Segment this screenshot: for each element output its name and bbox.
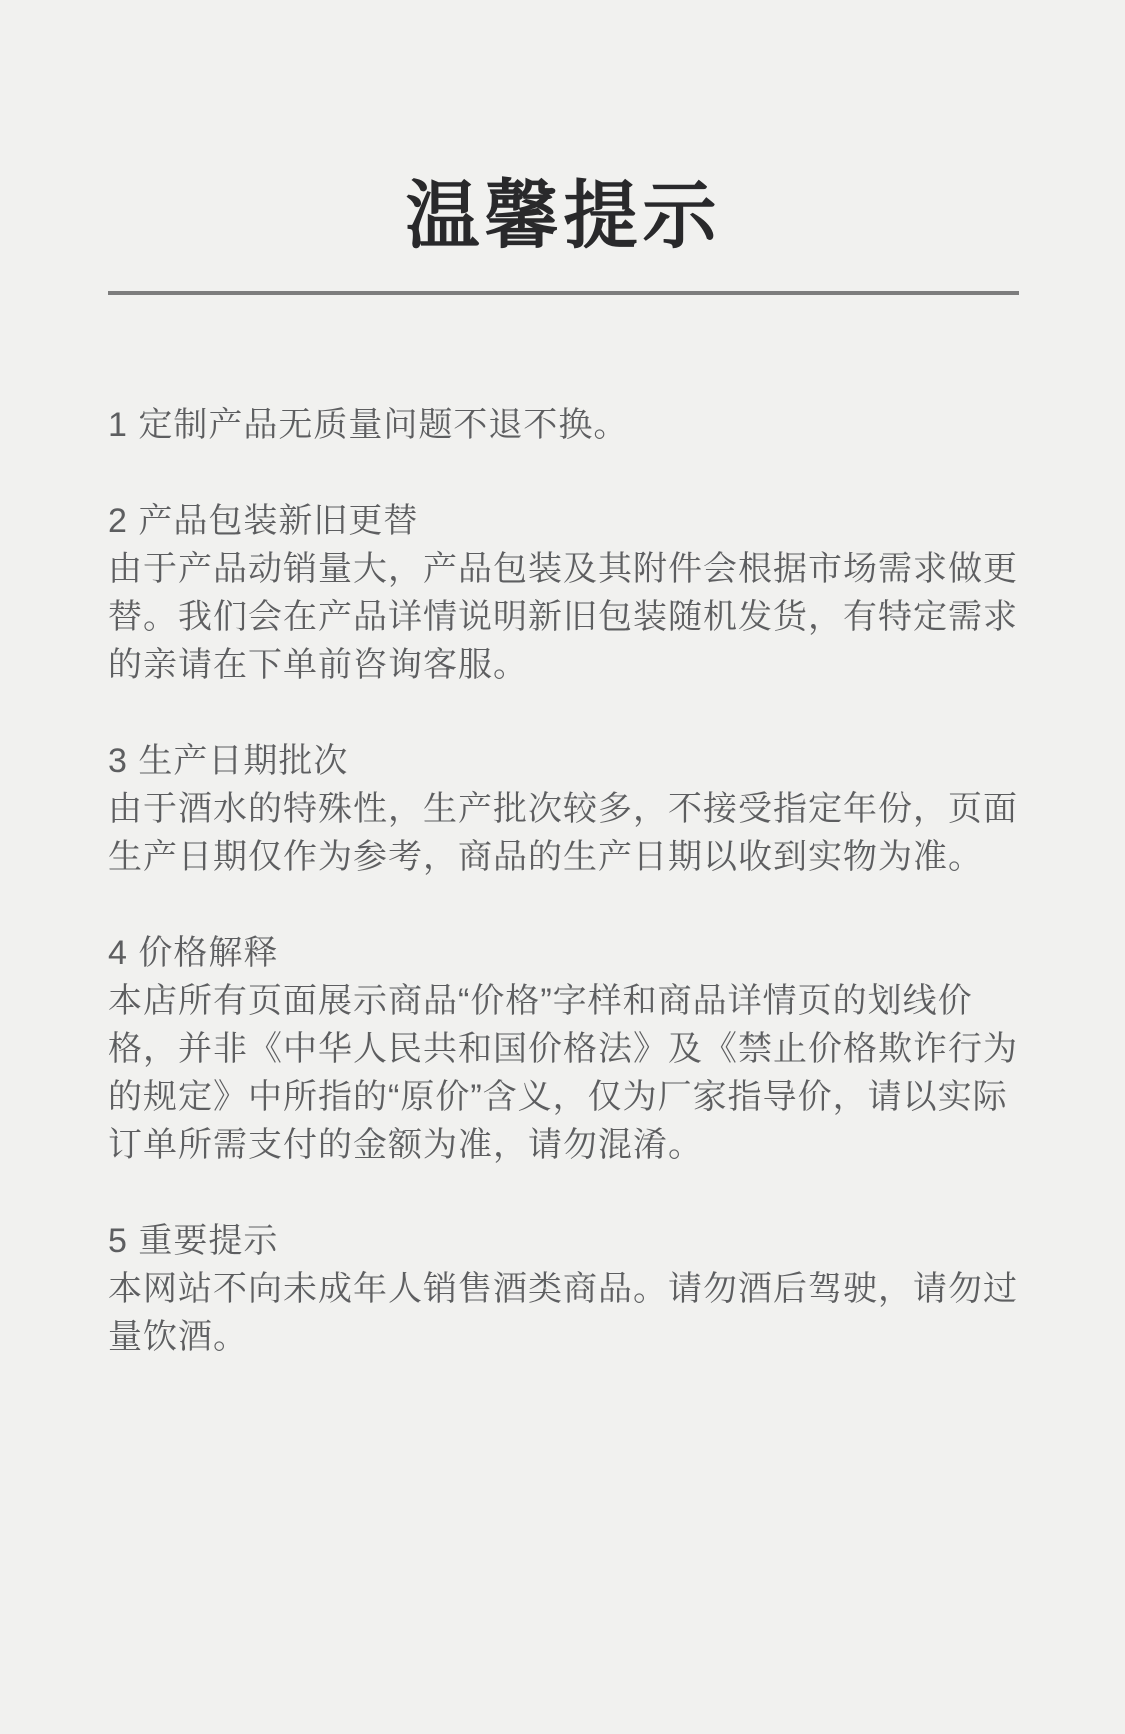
section-heading: 4 价格解释 (108, 934, 279, 972)
page-title: 温馨提示 (405, 174, 722, 257)
section-heading: 3 生产日期批次 (108, 742, 349, 780)
section-heading: 1 定制产品无质量问题不退不换。 (108, 406, 629, 444)
section-heading: 5 重要提示 (108, 1222, 279, 1260)
notice-page (0, 174, 1125, 1734)
notice-content (108, 401, 1019, 1361)
title-divider (108, 291, 1019, 295)
section-body: 本网站不向未成年人销售酒类商品。请勿酒后驾驶，请勿过量饮酒。 (108, 1270, 1018, 1356)
notice-section-2 (108, 497, 1019, 689)
section-body: 本店所有页面展示商品“价格”字样和商品详情页的划线价格，并非《中华人民共和国价格法》及《禁止价格欺诈行为的规定》中所指的“原价”含义，仅为厂家指导价，请以实际订单所需支付的金额为准，请勿混淆。 (108, 982, 1018, 1164)
notice-section-5 (108, 1217, 1019, 1361)
notice-section-3 (108, 737, 1019, 881)
section-body: 由于酒水的特殊性，生产批次较多，不接受指定年份，页面生产日期仅作为参考，商品的生产日期以收到实物为准。 (108, 790, 1018, 876)
section-heading: 2 产品包装新旧更替 (108, 502, 419, 540)
notice-section-4 (108, 929, 1019, 1169)
section-body: 由于产品动销量大，产品包装及其附件会根据市场需求做更替。我们会在产品详情说明新旧包装随机发货，有特定需求的亲请在下单前咨询客服。 (108, 550, 1018, 684)
notice-section-1 (108, 401, 1019, 449)
